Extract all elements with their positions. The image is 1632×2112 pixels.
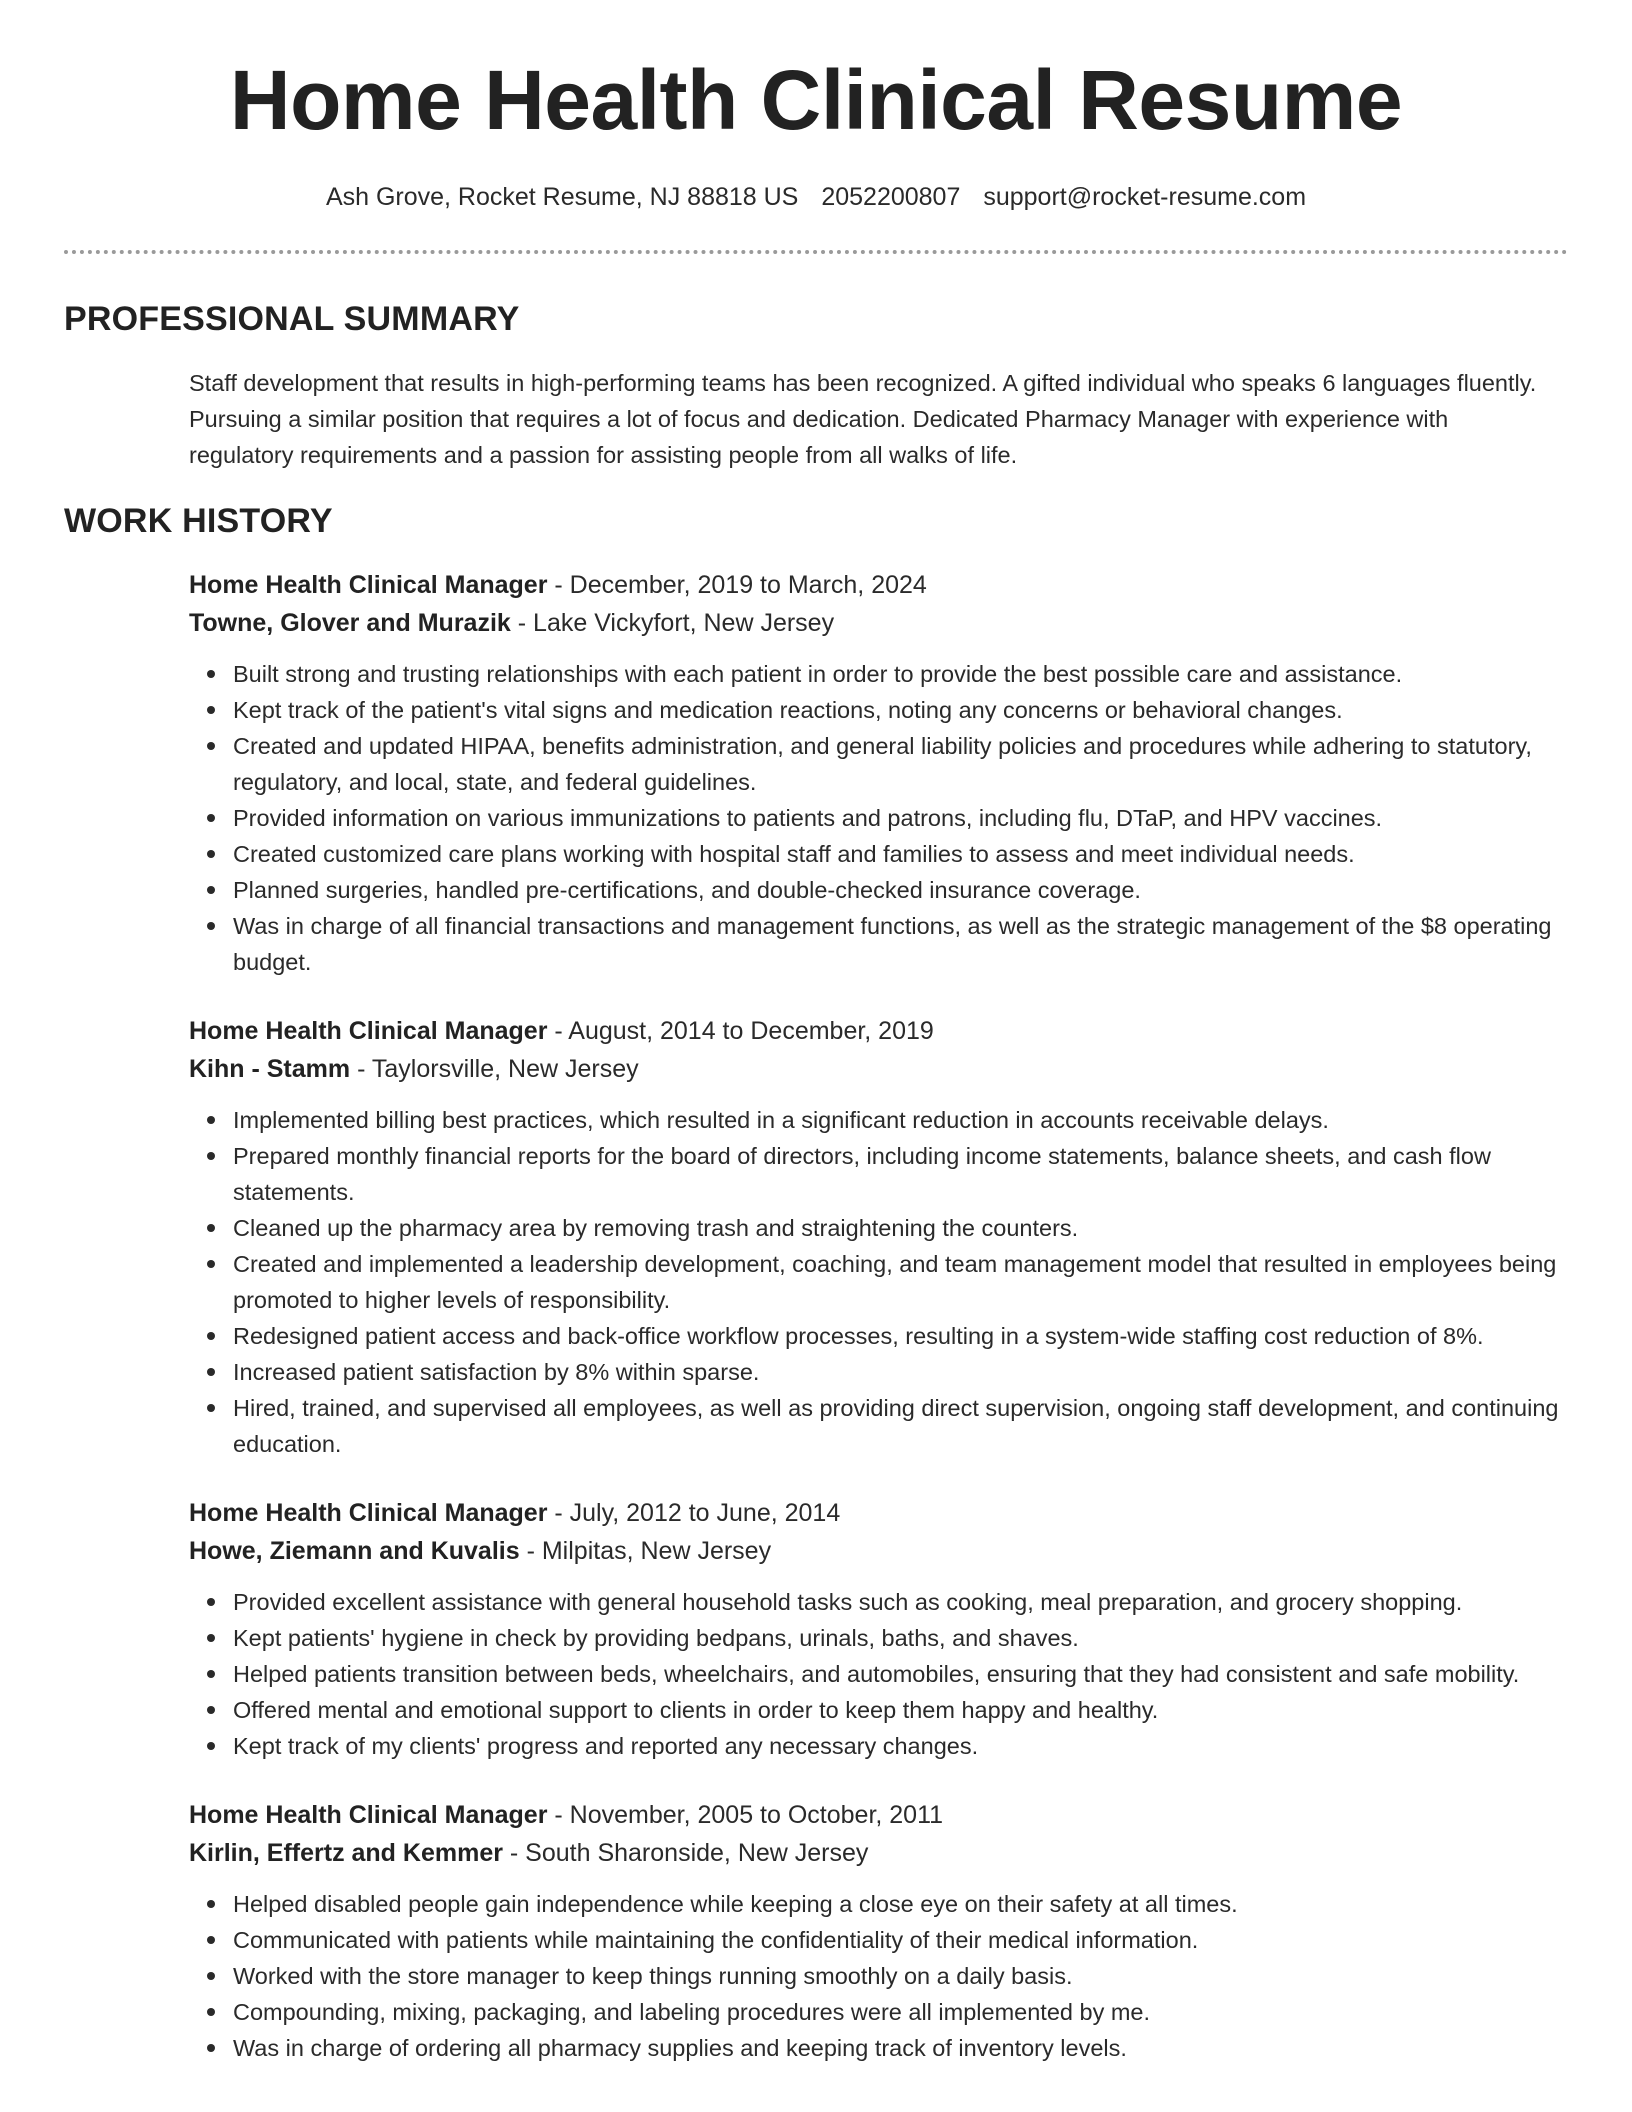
job-company: Towne, Glover and Murazik [189, 609, 511, 637]
job-location: - Taylorsville, New Jersey [350, 1055, 639, 1083]
job-entry [189, 1796, 1569, 2066]
job-bullet: Created and implemented a leadership development, coaching, and team management model that resulted in employees being promoted to higher levels of responsibility. [189, 1246, 1569, 1318]
contact-phone: 2052200807 [821, 183, 961, 211]
job-bullet: Hired, trained, and supervised all employees, as well as providing direct supervision, ongoing staff development, and continuing education. [189, 1390, 1569, 1462]
job-company: Kihn - Stamm [189, 1055, 351, 1083]
job-bullet: Provided information on various immunizations to patients and patrons, including flu, DTaP, and HPV vaccines. [189, 800, 1569, 836]
job-entry [189, 1012, 1569, 1462]
job-dates: - August, 2014 to December, 2019 [547, 1017, 934, 1045]
contact-line [0, 182, 1632, 212]
job-title-line [189, 1012, 1569, 1050]
job-bullet: Built strong and trusting relationships with each patient in order to provide the best possible care and assistance. [189, 656, 1569, 692]
summary-text: Staff development that results in high-performing teams has been recognized. A gifted individual who speaks 6 languages fluently. Pursuing a similar position that requires a lot of focus and dedication. Dedicated Pharmacy Manager with experience with regulatory requirements and a passion for assisting people from all walks of life. [189, 370, 1537, 468]
job-company: Howe, Ziemann and Kuvalis [189, 1537, 520, 1565]
job-dates: - December, 2019 to March, 2024 [547, 571, 927, 599]
job-bullet-list [189, 1886, 1569, 2066]
job-bullet: Helped disabled people gain independence while keeping a close eye on their safety at all times. [189, 1886, 1569, 1922]
contact-email: support@rocket-resume.com [983, 183, 1307, 211]
job-company: Kirlin, Effertz and Kemmer [189, 1839, 503, 1867]
job-title-line [189, 1796, 1569, 1834]
job-bullet: Provided excellent assistance with general household tasks such as cooking, meal preparation, and grocery shopping. [189, 1584, 1569, 1620]
job-bullet: Was in charge of ordering all pharmacy supplies and keeping track of inventory levels. [189, 2030, 1569, 2066]
job-bullet: Implemented billing best practices, which resulted in a significant reduction in accounts receivable delays. [189, 1102, 1569, 1138]
job-bullet: Redesigned patient access and back-office workflow processes, resulting in a system-wide staffing cost reduction of 8%. [189, 1318, 1569, 1354]
job-bullet: Prepared monthly financial reports for the board of directors, including income statements, balance sheets, and cash flow statements. [189, 1138, 1569, 1210]
job-bullet: Communicated with patients while maintaining the confidentiality of their medical information. [189, 1922, 1569, 1958]
job-dates: - November, 2005 to October, 2011 [547, 1801, 944, 1829]
job-bullet: Created and updated HIPAA, benefits administration, and general liability policies and procedures while adhering to statutory, regulatory, and local, state, and federal guidelines. [189, 728, 1569, 800]
job-entry [189, 566, 1569, 980]
job-bullet: Kept track of my clients' progress and reported any necessary changes. [189, 1728, 1569, 1764]
job-company-line [189, 1834, 1569, 1872]
job-bullet: Created customized care plans working with hospital staff and families to assess and meet individual needs. [189, 836, 1569, 872]
job-title: Home Health Clinical Manager [189, 571, 548, 599]
job-title: Home Health Clinical Manager [189, 1017, 548, 1045]
work-history-list [189, 566, 1569, 2098]
job-entry [189, 1494, 1569, 1764]
job-bullet: Kept patients' hygiene in check by providing bedpans, urinals, baths, and shaves. [189, 1620, 1569, 1656]
job-bullet: Was in charge of all financial transactions and management functions, as well as the strategic management of the $8 operating budget. [189, 908, 1569, 980]
job-bullet-list [189, 1584, 1569, 1764]
job-dates: - July, 2012 to June, 2014 [547, 1499, 841, 1527]
resume-title: Home Health Clinical Resume [229, 53, 1403, 147]
work-history-heading: WORK HISTORY [64, 502, 333, 540]
job-bullet: Worked with the store manager to keep things running smoothly on a daily basis. [189, 1958, 1569, 1994]
job-bullet: Increased patient satisfaction by 8% within sparse. [189, 1354, 1569, 1390]
header-divider [64, 250, 1568, 254]
job-company-line [189, 1050, 1569, 1088]
job-bullet-list [189, 1102, 1569, 1462]
contact-address: Ash Grove, Rocket Resume, NJ 88818 US [325, 183, 799, 211]
job-title: Home Health Clinical Manager [189, 1499, 548, 1527]
job-bullet: Compounding, mixing, packaging, and labeling procedures were all implemented by me. [189, 1994, 1569, 2030]
job-bullet: Planned surgeries, handled pre-certifications, and double-checked insurance coverage. [189, 872, 1569, 908]
job-location: - Milpitas, New Jersey [519, 1537, 772, 1565]
job-bullet: Kept track of the patient's vital signs and medication reactions, noting any concerns or behavioral changes. [189, 692, 1569, 728]
job-location: - South Sharonside, New Jersey [502, 1839, 869, 1867]
job-title: Home Health Clinical Manager [189, 1801, 548, 1829]
job-title-line [189, 566, 1569, 604]
summary-heading: PROFESSIONAL SUMMARY [64, 300, 520, 338]
job-bullet-list [189, 656, 1569, 980]
job-bullet: Offered mental and emotional support to clients in order to keep them happy and healthy. [189, 1692, 1569, 1728]
job-company-line [189, 1532, 1569, 1570]
job-title-line [189, 1494, 1569, 1532]
job-location: - Lake Vickyfort, New Jersey [510, 609, 835, 637]
job-company-line [189, 604, 1569, 642]
job-bullet: Cleaned up the pharmacy area by removing trash and straightening the counters. [189, 1210, 1569, 1246]
job-bullet: Helped patients transition between beds, wheelchairs, and automobiles, ensuring that they had consistent and safe mobility. [189, 1656, 1569, 1692]
